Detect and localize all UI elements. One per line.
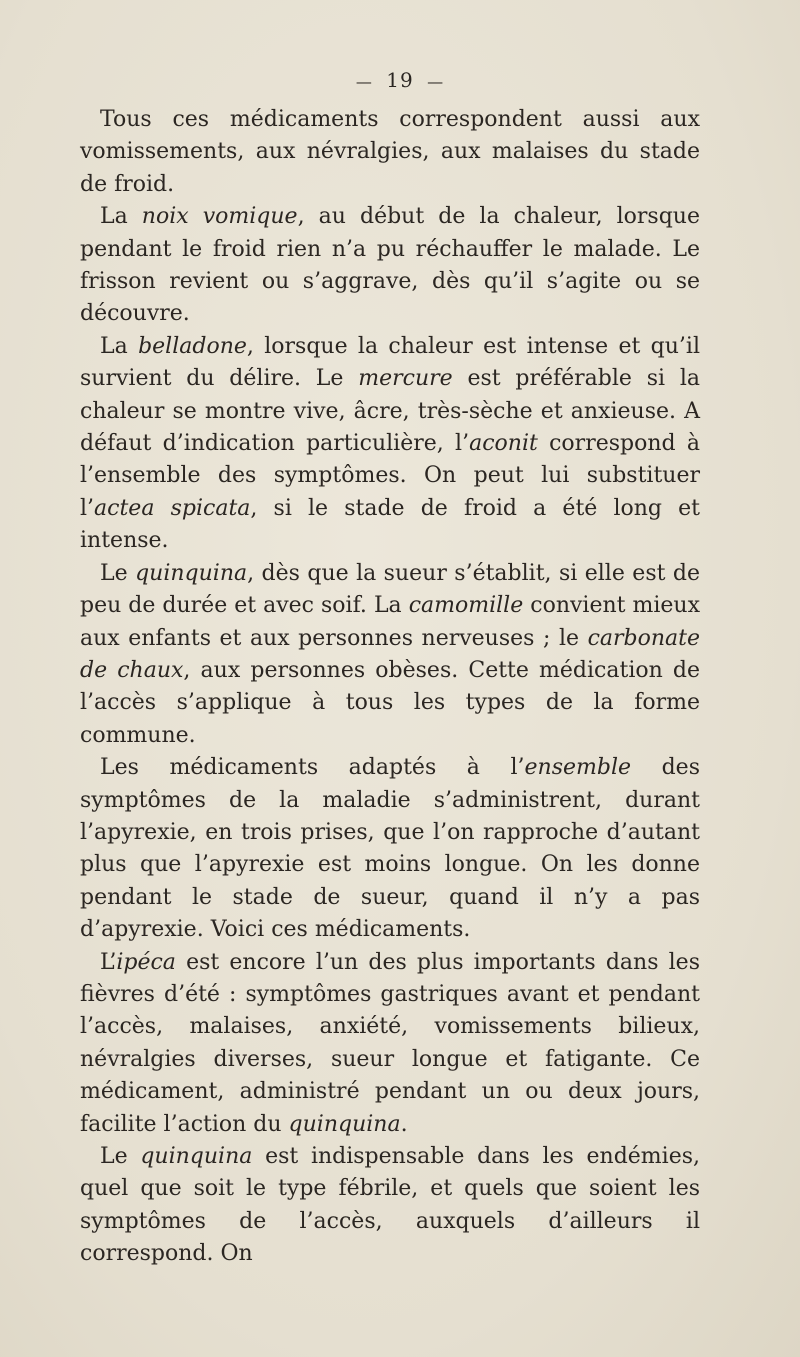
text-run: Tous ces médicaments correspondent aussi aux vomissements, aux névralgies, aux malaises du stade de froid. <box>80 107 700 197</box>
paragraph <box>80 331 700 558</box>
paragraph <box>80 752 700 946</box>
italic-term: ensemble <box>524 755 632 781</box>
page-number: 19 <box>386 68 414 92</box>
text-run: . <box>400 1111 408 1137</box>
italic-term: quinquina <box>288 1111 401 1137</box>
text-run: L’ <box>100 949 117 975</box>
paragraph <box>80 104 700 201</box>
italic-term: quinquina <box>135 560 248 586</box>
paragraph <box>80 201 700 331</box>
text-run: , si le stade de froid a été long et intense. <box>80 495 700 554</box>
paragraph <box>80 947 700 1141</box>
text-run: Le <box>100 1144 141 1169</box>
text-run: La <box>100 333 139 359</box>
text-run: des symptômes de la maladie s’administrent, durant l’apyrexie, en trois prises, que l’on rapproche d’autant plus que l’apyrexie est moins longue. On les donne pendant le stade de sueur, quand il n’y a pas d’apyrexie. Voici ces médicaments. <box>80 755 700 943</box>
italic-term: ipéca <box>116 949 176 975</box>
italic-term: camomille <box>408 593 524 619</box>
text-run: Les médicaments adaptés à l’ <box>100 755 525 781</box>
text-run: correspond à l’ensemble des symptômes. On peut lui substituer l’ <box>80 431 701 521</box>
text-run: est encore l’un des plus importants dans les fièvres d’été : symptômes gastriques avant et pendant l’accès, malaises, anxiété, vomissements bilieux, névralgies diverses, sueur longue et fatigante. Ce médicament, administré pendant un ou deux jours, facilite l’action du <box>80 949 700 1137</box>
header-dash-right: — <box>427 72 445 91</box>
italic-term: aconit <box>469 431 538 457</box>
text-run: , lorsque la chaleur est intense et qu’il survient du délire. Le <box>80 333 701 392</box>
italic-term: carbonate de chaux <box>80 625 700 683</box>
body-text <box>80 104 700 1271</box>
text-run: Le <box>100 560 136 586</box>
text-run: , aux personnes obèses. Cette médication de l’accès s’applique à tous les types de la forme commune. <box>80 657 700 748</box>
italic-term: mercure <box>358 366 453 392</box>
header-dash-left: — <box>355 72 373 91</box>
text-run: est indispensable dans les endémies, quel que soit le type fébrile, et quels que soient les symptômes de l’accès, auxquels d’ailleurs il correspond. On <box>80 1144 700 1267</box>
italic-term: belladone <box>138 333 247 359</box>
italic-term: actea spicata <box>94 495 251 521</box>
text-run: , dès que la sueur s’établit, si elle est de peu de durée et avec soif. La <box>80 560 700 619</box>
italic-term: quinquina <box>140 1144 253 1169</box>
italic-term: noix vomique <box>141 204 298 230</box>
text-run: convient mieux aux enfants et aux personnes nerveuses ; le <box>80 593 700 651</box>
text-run: , au début de la chaleur, lorsque pendant le froid rien n’a pu réchauffer le malade. Le frisson revient ou s’aggrave, dès qu’il s’agite ou se découvre. <box>80 204 700 327</box>
text-run: La <box>100 204 142 230</box>
text-run: est préférable si la chaleur se montre vive, âcre, très-sèche et anxieuse. A défaut d’indication particulière, l’ <box>80 366 700 457</box>
paragraph <box>80 558 700 752</box>
paragraph <box>80 1141 700 1271</box>
page-header <box>0 68 800 92</box>
